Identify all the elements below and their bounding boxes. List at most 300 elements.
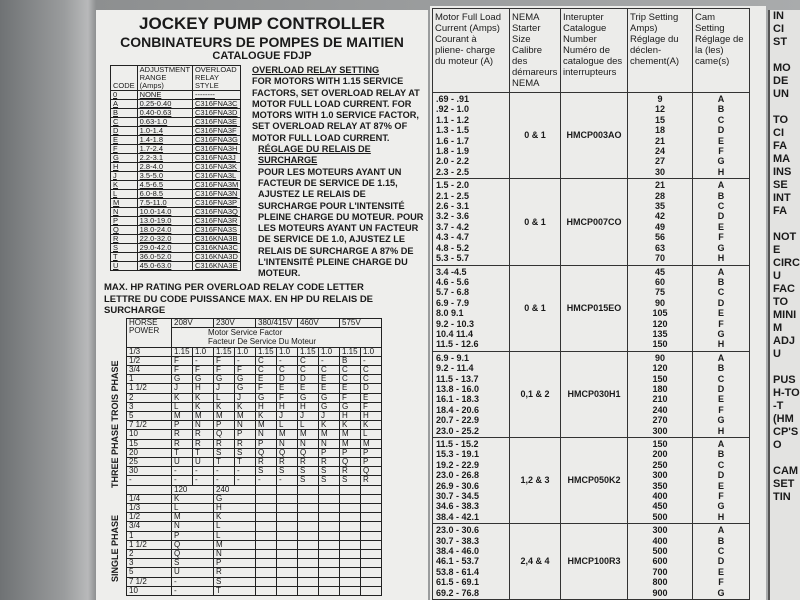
code-cell: P (361, 448, 382, 457)
trip-setting: 300 (652, 525, 668, 536)
code-cell: F (256, 384, 277, 393)
code-cell: M (298, 430, 319, 439)
blank-cell (361, 504, 382, 513)
voltage-header: 380/415V (256, 319, 298, 328)
single-phase-row (127, 568, 382, 577)
hp-cell: 20 (127, 448, 172, 457)
code-cell: F (214, 356, 235, 365)
three-phase-row (127, 439, 382, 448)
code-cell: P (340, 448, 361, 457)
single-phase-row (127, 494, 382, 503)
current-range: 9.2 - 11.4 (436, 363, 474, 374)
trip-setting: 270 (652, 415, 668, 426)
range-cell: 1.0-1.4 (137, 127, 192, 136)
code-cell: N (193, 421, 214, 430)
trip-setting: 180 (652, 383, 668, 394)
code-cell: C (361, 375, 382, 384)
col-current: Motor Full Load Current (Amps) Courant à pliene- charge du moteur (A) (433, 9, 510, 93)
style-cell: C316FNA3C (192, 100, 240, 109)
code-cell: - (235, 476, 256, 485)
code-cell: L (214, 531, 256, 540)
blank-cell (340, 577, 361, 586)
trip-setting: 105 (652, 308, 668, 319)
cam-list (693, 179, 750, 265)
code-cell: R (193, 439, 214, 448)
current-list (433, 265, 510, 351)
hp-header: HORSE POWER (127, 319, 172, 348)
code-cell: T (111, 253, 138, 262)
single-phase-row (127, 540, 382, 549)
blank-cell (361, 568, 382, 577)
voltage-header: 460V (298, 319, 340, 328)
code-cell: 1.15 (256, 347, 277, 356)
blank-cell (319, 494, 340, 503)
range-cell: 10.0-14.0 (137, 208, 192, 217)
style-cell: C316FNA3L (192, 172, 240, 181)
trip-setting: 350 (652, 480, 668, 491)
hp-cell: 2 (127, 393, 172, 402)
current-range: 3.4 -4.5 (436, 266, 467, 277)
code-cell: M (172, 513, 214, 522)
code-cell: Q (172, 540, 214, 549)
trip-list (628, 265, 693, 351)
cam-setting: B (717, 190, 725, 201)
current-range: 38.4 - 46.0 (436, 546, 480, 557)
label-fragment: FACTO (773, 283, 795, 308)
range-cell: 0.25-0.40 (137, 100, 192, 109)
cam-setting: E (717, 480, 724, 491)
code-cell: E (298, 384, 319, 393)
cam-setting: E (717, 566, 724, 577)
hp-cell: 30 (127, 467, 172, 476)
trip-setting: 30 (654, 166, 665, 177)
label-title: JOCKEY PUMP CONTROLLER (139, 14, 385, 33)
range-cell: 4.5-6.5 (137, 181, 192, 190)
code-cell: K (214, 402, 235, 411)
cam-setting: B (717, 276, 725, 287)
blank-cell (298, 586, 319, 595)
overload-text: FOR MOTORS WITH 1.15 SERVICE FACTORS, SET OVERLOAD RELAY AT MOTOR FULL LOAD CURRENT. FOR MOTORS WITH 1.0 SERVICE FACTOR, SET OVERLOAD RELAY AT 87% OF MOTOR FULL LOAD CURRENT. (252, 76, 420, 143)
blank-cell (256, 531, 277, 540)
code-cell: P (172, 531, 214, 540)
single-phase-row (127, 586, 382, 595)
label-fragment: MO (773, 62, 791, 74)
cam-setting: G (717, 587, 725, 598)
hp-cell: 1/2 (127, 356, 172, 365)
col-trip: Trip Setting Amps) Réglage du déclen-chement(A) (628, 9, 693, 93)
cam-setting: H (717, 425, 725, 436)
blank-cell (340, 504, 361, 513)
hp-cell: 3/4 (127, 366, 172, 375)
range-cell: 36.0-52.0 (137, 253, 192, 262)
catalogue-number: HMCP030H1 (561, 351, 628, 437)
style-cell: C316FNA3S (192, 226, 240, 235)
cam-setting: A (717, 266, 725, 277)
blank-cell (319, 485, 340, 494)
current-list (433, 93, 510, 179)
code-cell: D (277, 375, 298, 384)
code-cell: L (214, 522, 256, 531)
hp-cell: 1/4 (127, 494, 172, 503)
code-cell: R (172, 430, 193, 439)
current-range: 6.9 - 9.1 (436, 352, 470, 363)
breaker-group (433, 93, 750, 179)
code-cell: L (277, 421, 298, 430)
trip-setting: 500 (652, 511, 668, 522)
single-phase-row (127, 577, 382, 586)
col-style: OVERLOAD RELAY STYLE (192, 66, 240, 91)
label-fragment: FA (773, 205, 788, 217)
trip-setting: 21 (654, 135, 665, 146)
trip-setting: 600 (652, 556, 668, 567)
trip-setting: 150 (652, 373, 668, 384)
code-cell: R (214, 568, 256, 577)
current-range: .92 - 1.0 (436, 104, 470, 115)
current-range: 2.3 - 2.5 (436, 166, 470, 177)
label-fragment: CI (773, 127, 784, 139)
three-phase-row (127, 430, 382, 439)
cam-setting: H (717, 511, 725, 522)
current-range: 6.9 - 7.9 (436, 297, 470, 308)
cam-setting: F (718, 318, 724, 329)
current-range: 4.3 - 4.7 (436, 232, 470, 243)
blank-cell (361, 550, 382, 559)
label-fragment: ADJU (773, 335, 796, 360)
blank-cell (319, 531, 340, 540)
catalogue-number: HMCP007CO (561, 179, 628, 265)
code-cell: G (340, 402, 361, 411)
code-cell: 1.0 (277, 347, 298, 356)
relay-row (111, 262, 241, 271)
code-cell: U (172, 568, 214, 577)
overload-heading: OVERLOAD RELAY SETTING (252, 65, 380, 75)
current-range: 23.0 - 30.6 (436, 525, 480, 536)
current-range: 11.5 - 13.7 (436, 373, 479, 384)
three-phase-row (127, 347, 382, 356)
blank-cell (319, 559, 340, 568)
trip-setting: 700 (652, 566, 668, 577)
code-cell: H (277, 402, 298, 411)
current-range: 15.3 - 19.1 (436, 449, 480, 460)
code-cell: C (340, 375, 361, 384)
cam-setting: D (717, 211, 725, 222)
hp-cell: 25 (127, 458, 172, 467)
code-cell: 1.15 (340, 347, 361, 356)
current-range: 53.8 - 61.4 (436, 566, 480, 577)
cam-setting: A (717, 525, 725, 536)
three-phase-row (127, 393, 382, 402)
current-range: 18.4 - 20.6 (436, 404, 480, 415)
hp-table (126, 318, 382, 596)
breaker-table (432, 8, 750, 600)
code-cell: T (214, 458, 235, 467)
hp-header-row (127, 319, 382, 328)
code-cell: - (235, 356, 256, 365)
col-range: ADJUSTMENT RANGE (Amps) (137, 66, 192, 91)
code-cell: C (340, 366, 361, 375)
code-cell: 1.0 (319, 347, 340, 356)
code-cell: G (214, 494, 256, 503)
blank-cell (277, 550, 298, 559)
trip-setting: 9 (657, 94, 663, 104)
code-cell: K (256, 412, 277, 421)
trip-setting: 90 (654, 297, 665, 308)
code-cell: K (235, 402, 256, 411)
code-cell: M (193, 412, 214, 421)
current-range: 19.2 - 22.9 (436, 459, 480, 470)
three-phase-row (127, 384, 382, 393)
nema-size: 0 & 1 (510, 179, 561, 265)
trip-setting: 250 (652, 459, 668, 470)
code-cell: K (172, 494, 214, 503)
current-range: 5.7 - 6.8 (436, 287, 470, 298)
blank-cell (277, 485, 298, 494)
blank-cell (361, 494, 382, 503)
style-cell: C316FNA3E (192, 118, 240, 127)
code-cell: C (256, 356, 277, 365)
sf-label (172, 328, 382, 347)
col-catalogue: Interupter Catalogue Number Numéro de catalogue des interrupteurs (561, 9, 628, 93)
code-cell: Q (256, 448, 277, 457)
code-cell: - (193, 356, 214, 365)
breaker-selection-card (430, 6, 766, 600)
code-cell: M (235, 412, 256, 421)
code-cell: 1.0 (193, 347, 214, 356)
sf-label-fr: Facteur De Service Du Moteur (208, 337, 317, 347)
code-cell: - (193, 467, 214, 476)
trip-setting: 24 (654, 146, 665, 157)
blank-cell (256, 568, 277, 577)
code-cell: H (193, 384, 214, 393)
cam-list (693, 93, 750, 179)
trip-setting: 63 (654, 242, 665, 253)
code-cell: G (235, 384, 256, 393)
code-cell: - (193, 476, 214, 485)
code-cell: Q (298, 448, 319, 457)
code-cell: E (340, 384, 361, 393)
label-fragment: IN (773, 10, 784, 22)
code-cell: Q (340, 458, 361, 467)
trip-setting: 300 (652, 470, 668, 481)
blank-cell (298, 494, 319, 503)
blank-cell (256, 494, 277, 503)
label-fragment: MINIM (773, 309, 797, 334)
blank-cell (277, 559, 298, 568)
trip-setting: 45 (654, 266, 665, 277)
hp-title (104, 282, 424, 317)
current-range: 46.1 - 53.7 (436, 556, 480, 567)
code-cell: K (111, 181, 138, 190)
style-cell: C316FNA3J (192, 154, 240, 163)
blank-cell (277, 540, 298, 549)
blank-cell (319, 568, 340, 577)
code-cell: U (111, 262, 138, 271)
code-cell: J (214, 384, 235, 393)
trip-setting: 300 (652, 425, 668, 436)
label-fragment (773, 49, 800, 62)
label-fragment: FA (773, 140, 788, 152)
code-cell: - (319, 356, 340, 365)
blank-cell (340, 559, 361, 568)
current-range: 1.8 - 1.9 (436, 146, 470, 157)
label-fragment: UN (773, 88, 789, 100)
current-range: 1.3 - 1.5 (436, 125, 470, 136)
range-cell: 22.0-32.0 (137, 235, 192, 244)
code-cell: U (172, 458, 193, 467)
label-fragment: CI (773, 23, 784, 35)
range-cell: 2.2-3.1 (137, 154, 192, 163)
breaker-group (433, 438, 750, 524)
label-fragment (773, 452, 800, 465)
blank-cell (298, 504, 319, 513)
code-cell: N (172, 522, 214, 531)
cam-setting: F (718, 491, 724, 502)
single-phase-row (127, 513, 382, 522)
hp-cell: 1/3 (127, 347, 172, 356)
blank-cell (298, 540, 319, 549)
code-cell: M (340, 430, 361, 439)
code-cell: M (172, 412, 193, 421)
trip-setting: 150 (652, 339, 668, 350)
code-cell: P (214, 559, 256, 568)
cam-setting: C (717, 373, 725, 384)
current-range: 38.4 - 42.1 (436, 511, 480, 522)
code-cell: - (235, 467, 256, 476)
trip-setting: 900 (652, 587, 668, 598)
code-cell: 1.0 (361, 347, 382, 356)
code-cell: J (319, 412, 340, 421)
code-cell: M (319, 430, 340, 439)
code-cell: G (111, 154, 138, 163)
cam-setting: C (717, 114, 725, 125)
hp-title-en: MAX. HP RATING PER OVERLOAD RELAY CODE LETTER (104, 282, 364, 293)
code-cell: P (214, 421, 235, 430)
current-range: 11.5 - 15.2 (436, 439, 479, 449)
code-cell: C (361, 366, 382, 375)
trip-list (628, 351, 693, 437)
code-cell: R (319, 458, 340, 467)
current-range: 13.8 - 16.0 (436, 383, 480, 394)
hp-cell: 7 1/2 (127, 577, 172, 586)
blank-cell (256, 522, 277, 531)
single-phase-row (127, 522, 382, 531)
cam-list (693, 265, 750, 351)
current-list (433, 524, 510, 600)
current-range: 1.6 - 1.7 (436, 135, 470, 146)
code-cell: G (319, 393, 340, 402)
code-cell: N (277, 439, 298, 448)
code-cell: C (256, 366, 277, 375)
label-fragment (773, 218, 800, 231)
code-cell: T (193, 448, 214, 457)
code-cell: E (277, 384, 298, 393)
current-range: 11.5 - 12.6 (436, 339, 479, 350)
trip-setting: 135 (652, 328, 668, 339)
current-range: 23.0 - 26.8 (436, 470, 480, 481)
code-cell: D (111, 127, 138, 136)
code-cell: R (193, 430, 214, 439)
code-cell: S (111, 244, 138, 253)
style-cell: C316FNA3R (192, 217, 240, 226)
cam-setting: C (717, 459, 725, 470)
code-cell: T (214, 586, 256, 595)
code-cell: P (319, 448, 340, 457)
label-fragment: NOTE (773, 231, 797, 256)
hp-title-fr: LETTRE DU CODE PUISSANCE MAX. EN HP DU RELAIS DE SURCHARGE (104, 293, 374, 316)
code-cell: N (256, 430, 277, 439)
trip-setting: 27 (654, 156, 665, 167)
cam-setting: G (717, 156, 725, 167)
blank-cell (298, 559, 319, 568)
code-cell: F (340, 393, 361, 402)
trip-setting: 12 (654, 104, 665, 115)
code-cell: N (298, 439, 319, 448)
blank-cell (298, 513, 319, 522)
current-range: 5.3 - 5.7 (436, 253, 470, 264)
col-cam: Cam Setting Réglage de la (les) came(s) (693, 9, 750, 93)
cam-setting: F (718, 404, 724, 415)
code-cell: S (319, 476, 340, 485)
cam-setting: F (718, 577, 724, 588)
trip-list (628, 93, 693, 179)
single-voltage: 240 (214, 485, 256, 494)
current-range: 2.1 - 2.5 (436, 190, 470, 201)
hp-cell: 1/3 (127, 504, 172, 513)
code-cell: M (361, 439, 382, 448)
cam-setting: E (717, 221, 724, 232)
blank-cell (277, 586, 298, 595)
current-range: 16.1 - 18.3 (436, 394, 480, 405)
code-cell: S (214, 577, 256, 586)
code-cell: R (277, 458, 298, 467)
cam-setting: E (717, 394, 724, 405)
code-cell: F (214, 366, 235, 375)
current-range: 1.1 - 1.2 (436, 114, 470, 125)
code-cell: S (256, 467, 277, 476)
single-phase-row (127, 559, 382, 568)
label-fragment: TO (773, 114, 789, 126)
label-fragment: CAM SETTIN (773, 465, 799, 503)
range-cell: 1.7-2.4 (137, 145, 192, 154)
range-cell: 45.0-63.0 (137, 262, 192, 271)
code-cell: P (111, 217, 138, 226)
code-cell: - (172, 467, 193, 476)
code-cell: H (340, 412, 361, 421)
code-cell: - (172, 586, 214, 595)
style-cell: -------- (192, 91, 240, 100)
current-list (433, 351, 510, 437)
blank-cell (277, 504, 298, 513)
blank-cell (277, 494, 298, 503)
code-cell: J (235, 393, 256, 402)
blank-cell (127, 485, 172, 494)
hp-cell: 10 (127, 430, 172, 439)
blank-cell (340, 513, 361, 522)
code-cell: J (298, 412, 319, 421)
current-range: 34.6 - 38.3 (436, 501, 480, 512)
code-cell: J (277, 412, 298, 421)
code-cell: T (235, 458, 256, 467)
code-cell: P (172, 421, 193, 430)
trip-setting: 70 (654, 253, 665, 264)
label-fragment: DE (773, 75, 789, 87)
style-cell: C316KNA3C (192, 244, 240, 253)
code-cell: H (361, 412, 382, 421)
cam-setting: B (717, 449, 725, 460)
code-cell: 1.15 (298, 347, 319, 356)
cam-setting: G (717, 242, 725, 253)
label-fragment: CIRCU (773, 257, 800, 282)
